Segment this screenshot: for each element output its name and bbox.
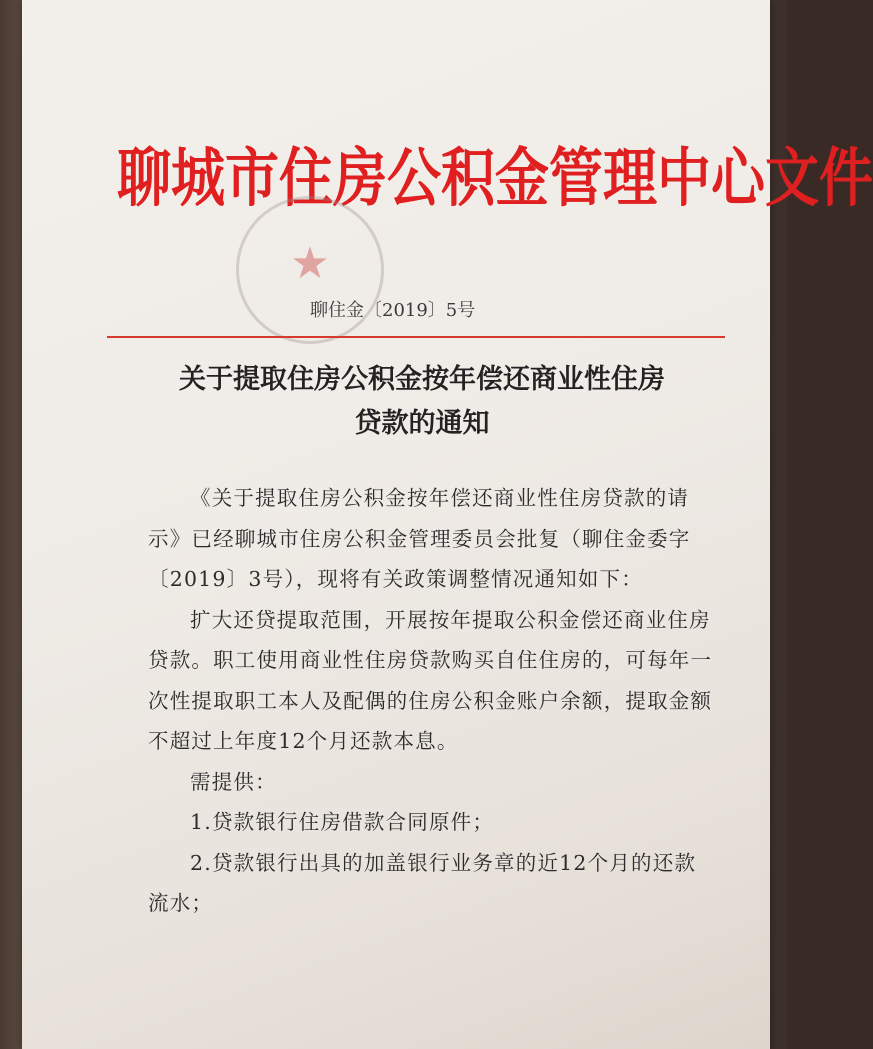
requirement-item-1: 1.贷款银行住房借款合同原件； [190, 810, 495, 834]
red-divider-line [107, 336, 725, 338]
paragraph-2-line-2: 贷款。职工使用商业性住房贷款购买自住住房的，可每年一 [148, 648, 713, 672]
seal-star-icon: ★ [290, 238, 330, 289]
paragraph-2-line-3: 次性提取职工本人及配偶的住房公积金账户余额，提取金额 [148, 688, 713, 713]
document-title-line-2: 贷款的通知 [354, 408, 490, 439]
document-title-line-1: 关于提取住房公积金按年偿还商业性住房 [179, 364, 665, 395]
paragraph-2-line-1: 扩大还贷提取范围，开展按年提取公积金偿还商业住房 [190, 607, 711, 632]
issuing-authority-header: 聊城市住房公积金管理中心文件 [117, 139, 873, 216]
paragraph-1-line-3: 〔2019〕3号），现将有关政策调整情况通知如下： [148, 567, 643, 591]
requirement-item-2-line-2: 流水； [148, 891, 214, 915]
paper-sheet [22, 0, 873, 1049]
document-title [122, 358, 722, 446]
document-number: 聊住金〔2019〕5号 [310, 300, 476, 321]
paragraph-2-line-4: 不超过上年度12个月还款本息。 [148, 729, 459, 753]
paragraph-1-line-1: 《关于提取住房公积金按年偿还商业性住房贷款的请 [190, 486, 690, 510]
requirement-item-2-line-1: 2.贷款银行出具的加盖银行业务章的近12个月的还款 [190, 850, 697, 875]
requirements-heading: 需提供： [190, 769, 277, 794]
paragraph-1-line-2: 示》已经聊城市住房公积金管理委员会批复（聊住金委字 [148, 526, 691, 551]
document-body [148, 478, 728, 924]
